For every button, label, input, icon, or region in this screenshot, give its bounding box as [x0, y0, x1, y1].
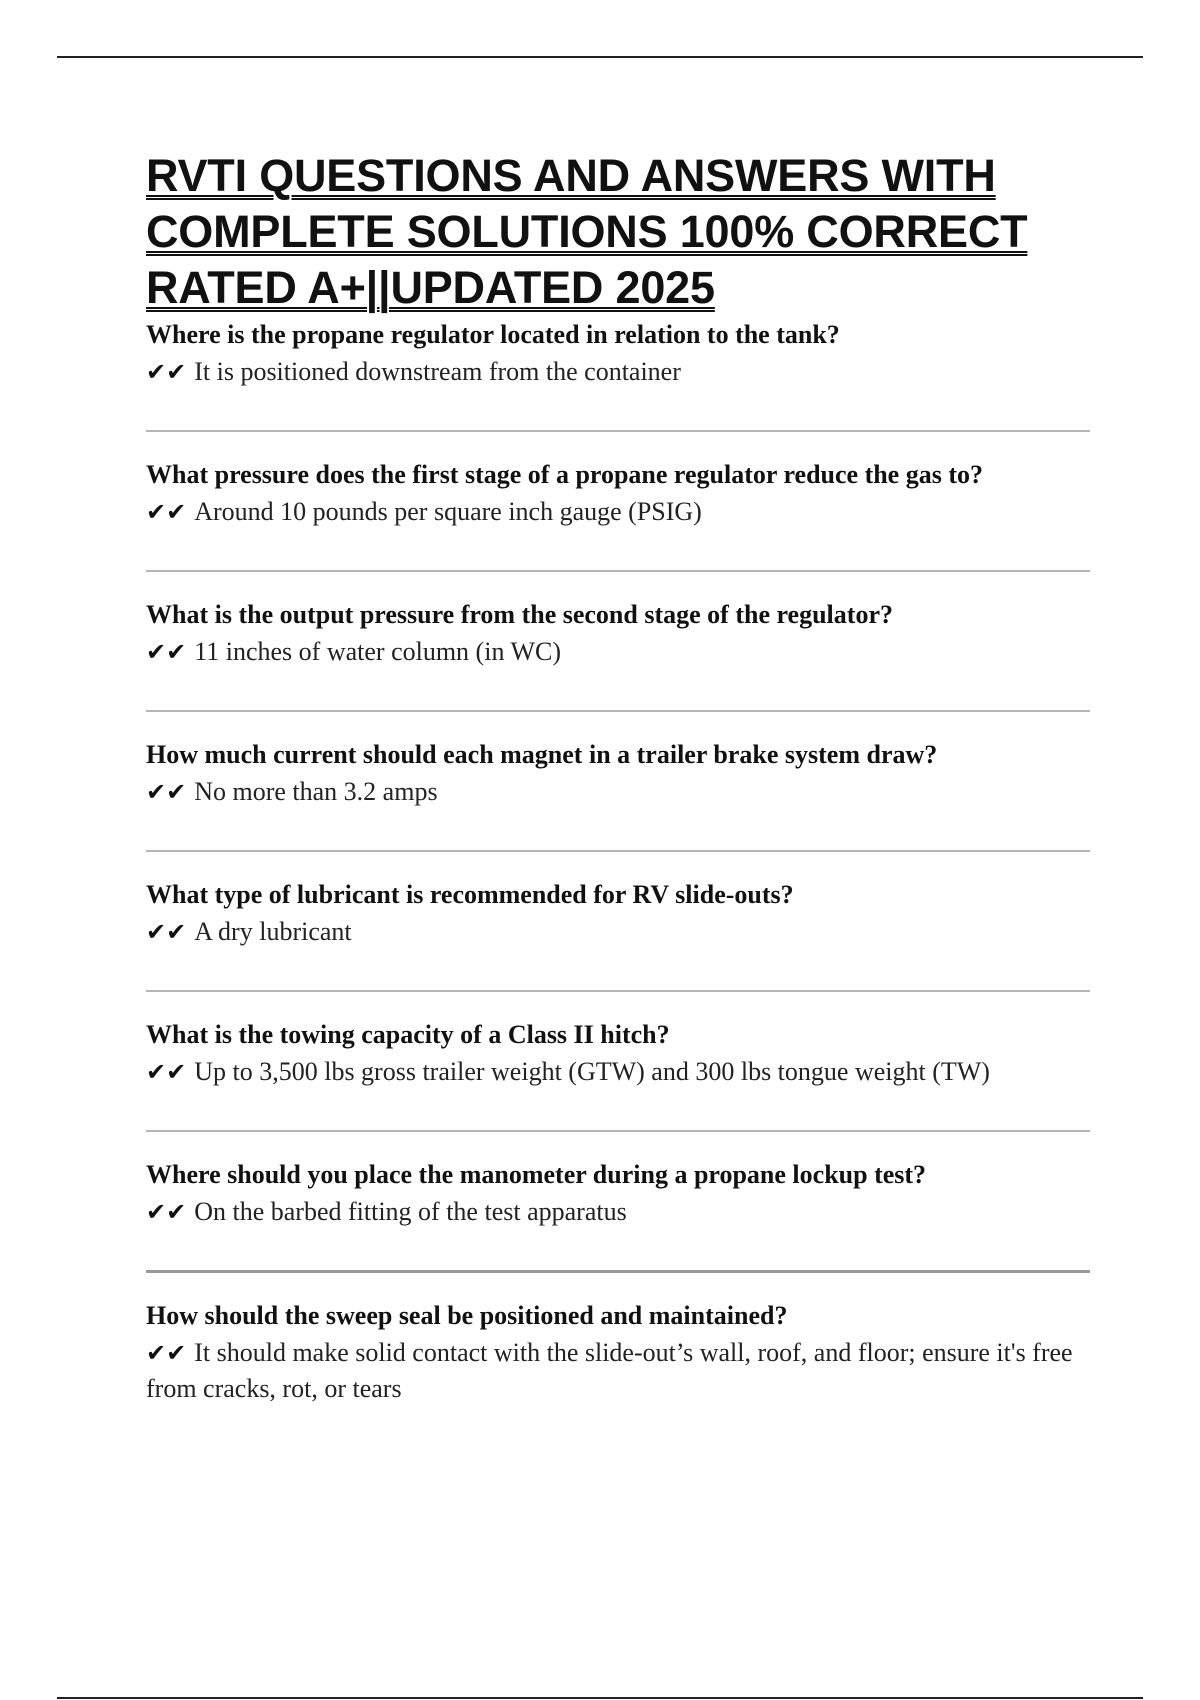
answer-text — [146, 354, 1090, 390]
question-text: Where is the propane regulator located in relation to the tank? — [146, 320, 840, 349]
qa-item — [146, 1156, 1090, 1230]
qa-item — [146, 876, 1090, 950]
page-bottom-rule — [57, 1697, 1143, 1699]
qa-divider — [146, 990, 1090, 992]
answer-text — [146, 494, 1090, 530]
page-top-rule — [57, 56, 1143, 58]
question-text: What type of lubricant is recommended for RV slide-outs? — [146, 880, 794, 909]
qa-item — [146, 736, 1090, 810]
answer-value: On the barbed fitting of the test apparatus — [194, 1197, 627, 1226]
qa-item — [146, 1016, 1090, 1090]
qa-item — [146, 316, 1090, 390]
double-check-icon: ✔✔ — [146, 778, 187, 806]
answer-value: Up to 3,500 lbs gross trailer weight (GTW) and 300 lbs tongue weight (TW) — [194, 1057, 990, 1086]
qa-item — [146, 596, 1090, 670]
qa-divider — [146, 850, 1090, 852]
document-title: RVTI QUESTIONS AND ANSWERS WITH COMPLETE SOLUTIONS 100% CORRECT RATED A+||UPDATED 2025 — [146, 150, 1028, 313]
question-text: How much current should each magnet in a trailer brake system draw? — [146, 740, 938, 769]
question-text: What pressure does the first stage of a propane regulator reduce the gas to? — [146, 460, 984, 489]
answer-value: No more than 3.2 amps — [194, 777, 438, 806]
double-check-icon: ✔✔ — [146, 498, 187, 526]
answer-value: It is positioned downstream from the container — [194, 357, 681, 386]
answer-text — [146, 1054, 1090, 1090]
answer-value: Around 10 pounds per square inch gauge (PSIG) — [194, 497, 702, 526]
qa-list — [146, 316, 1090, 1406]
qa-divider — [146, 1130, 1090, 1132]
double-check-icon: ✔✔ — [146, 358, 187, 386]
qa-divider — [146, 1270, 1090, 1273]
answer-text — [146, 634, 1090, 670]
answer-value: It should make solid contact with the slide-out’s wall, roof, and floor; ensure it's free from cracks, rot, or tears — [146, 1338, 1073, 1403]
question-text: Where should you place the manometer during a propane lockup test? — [146, 1160, 927, 1189]
answer-text — [146, 1335, 1090, 1406]
answer-value: A dry lubricant — [194, 917, 352, 946]
qa-divider — [146, 570, 1090, 572]
answer-text — [146, 1194, 1090, 1230]
qa-item — [146, 1297, 1090, 1406]
answer-value: 11 inches of water column (in WC) — [194, 637, 562, 666]
document-body — [146, 148, 1090, 1406]
qa-item — [146, 456, 1090, 530]
double-check-icon: ✔✔ — [146, 918, 187, 946]
double-check-icon: ✔✔ — [146, 1339, 187, 1367]
answer-text — [146, 914, 1090, 950]
double-check-icon: ✔✔ — [146, 1058, 187, 1086]
question-text: What is the output pressure from the second stage of the regulator? — [146, 600, 893, 629]
question-text: How should the sweep seal be positioned and maintained? — [146, 1301, 788, 1330]
answer-text — [146, 774, 1090, 810]
qa-divider — [146, 430, 1090, 432]
double-check-icon: ✔✔ — [146, 638, 187, 666]
qa-divider — [146, 710, 1090, 712]
question-text: What is the towing capacity of a Class II hitch? — [146, 1020, 670, 1049]
double-check-icon: ✔✔ — [146, 1198, 187, 1226]
